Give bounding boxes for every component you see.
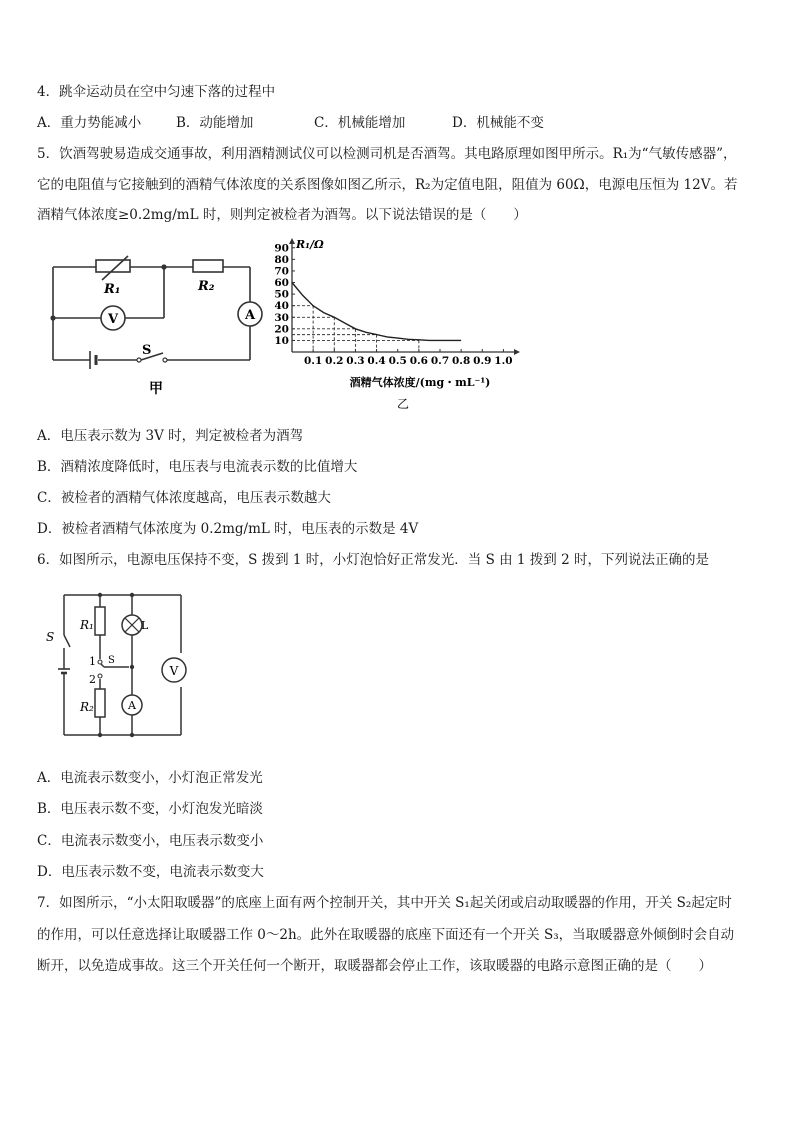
x-tick-label: 0.7 — [430, 355, 450, 367]
q5-option-b: B．酒精浓度降低时，电压表与电流表示数的比值增大 — [37, 459, 358, 475]
ammeter-label: A — [128, 699, 136, 712]
x-tick-label: 0.5 — [388, 355, 407, 367]
ammeter-label: A — [244, 308, 256, 323]
q4-option-d: D．机械能不变 — [452, 115, 544, 131]
x-axis-arrow — [514, 349, 520, 355]
y-tick-label: 80 — [274, 253, 289, 266]
y-axis-label: R₁/Ω — [296, 238, 324, 251]
q5-option-a: A．电压表示数为 3V 时，判定被检者为酒驾 — [37, 428, 304, 444]
y-tick-label: 10 — [274, 334, 289, 347]
q4-option-a: A．重力势能减小 — [37, 115, 142, 131]
q6-option-b: B．电压表示数不变，小灯泡发光暗淡 — [37, 801, 263, 817]
q5-graph-figure — [268, 236, 533, 414]
y-tick-label: 20 — [274, 323, 289, 336]
q5-option-c: C．被检者的酒精气体浓度越高，电压表示数越大 — [37, 490, 331, 506]
y-tick-label: 70 — [274, 265, 289, 278]
q7-line-3: 断开，以免造成事故。这三个开关任何一个断开，取暖器都会停止工作，该取暖器的电路示意图正确的是（ ） — [37, 958, 712, 974]
x-tick-label: 0.8 — [452, 355, 471, 367]
q6-option-c: C．电流表示数变小，电压表示数变小 — [37, 833, 264, 849]
y-tick-label: 50 — [274, 288, 289, 301]
q6-stem: 6．如图所示，电源电压保持不变，S 拨到 1 时，小灯泡恰好正常发光．当 S 由 1 拨到 2 时，下列说法正确的是 — [37, 552, 709, 568]
y-tick-label: 30 — [274, 311, 289, 324]
r2-label: R₂ — [80, 700, 94, 714]
y-tick-label: 90 — [274, 242, 289, 255]
x-axis-label: 酒精气体浓度/(mg・mL⁻¹) — [349, 376, 491, 389]
r2-resistor — [193, 260, 223, 272]
q5-line-2: 它的电阻值与它接触到的酒精气体浓度的关系图像如图乙所示，R₂为定值电阻，阻值为 60Ω，电源电压恒为 12V。若 — [37, 177, 738, 193]
r2-label: R₂ — [198, 279, 215, 294]
q5-line-1: 5．饮酒驾驶易造成交通事故，利用酒精测试仪可以检测司机是否酒驾。其电路原理如图甲所示。R₁为“气敏传感器”， — [37, 146, 737, 162]
q4-stem: 4．跳伞运动员在空中匀速下落的过程中 — [37, 84, 276, 100]
voltmeter-label: V — [107, 312, 119, 327]
q7-line-2: 的作用，可以任意选择让取暖器工作 0～2h。此外在取暖器的底座下面还有一个开关 S₃，当取暖器意外倾倒时会自动 — [37, 927, 735, 943]
q6-option-d: D．电压表示数不变，电流表示数变大 — [37, 864, 264, 880]
r1-concentration-curve — [292, 283, 461, 341]
contact-2-label: 2 — [89, 673, 96, 686]
q6-circuit-figure — [44, 585, 194, 745]
x-tick-label: 0.4 — [367, 355, 386, 367]
switch-label: S — [142, 343, 152, 358]
switch-arm-label: S — [108, 655, 115, 666]
q5-line-3: 酒精气体浓度≥0.2mg/mL 时，则判定被检者为酒驾。以下说法错误的是（ ） — [37, 207, 527, 223]
y-tick-label: 60 — [274, 277, 289, 290]
q4-option-c: C．机械能增加 — [314, 115, 406, 131]
r1-label: R₁ — [104, 282, 121, 297]
x-tick-label: 1.0 — [494, 355, 513, 367]
y-axis-arrow — [289, 238, 295, 244]
y-tick-label: 40 — [274, 300, 289, 313]
contact-1-label: 1 — [89, 655, 96, 668]
q4-option-b: B．动能增加 — [176, 115, 254, 131]
q7-line-1: 7．如图所示，“小太阳取暖器”的底座上面有两个控制开关，其中开关 S₁起关闭或启动取暖器的作用，开关 S₂起定时 — [37, 895, 732, 911]
x-tick-label: 0.3 — [346, 355, 365, 367]
x-tick-label: 0.6 — [409, 355, 428, 367]
voltmeter-label: V — [169, 664, 179, 678]
lamp-label: L — [141, 619, 149, 632]
x-tick-label: 0.1 — [304, 355, 323, 367]
q5-circuit-figure — [38, 250, 268, 400]
x-tick-label: 0.9 — [473, 355, 492, 367]
switch-s-label: S — [46, 630, 55, 644]
figure-yi-caption: 乙 — [396, 397, 410, 411]
r1-resistor — [95, 607, 105, 635]
r2-resistor — [95, 689, 105, 717]
q6-option-a: A．电流表示数变小，小灯泡正常发光 — [37, 770, 263, 786]
x-tick-label: 0.2 — [325, 355, 344, 367]
r1-label: R₁ — [80, 618, 94, 632]
figure-jia-caption: 甲 — [149, 381, 163, 397]
q5-option-d: D．被检者酒精气体浓度为 0.2mg/mL 时，电压表的示数是 4V — [37, 521, 419, 537]
